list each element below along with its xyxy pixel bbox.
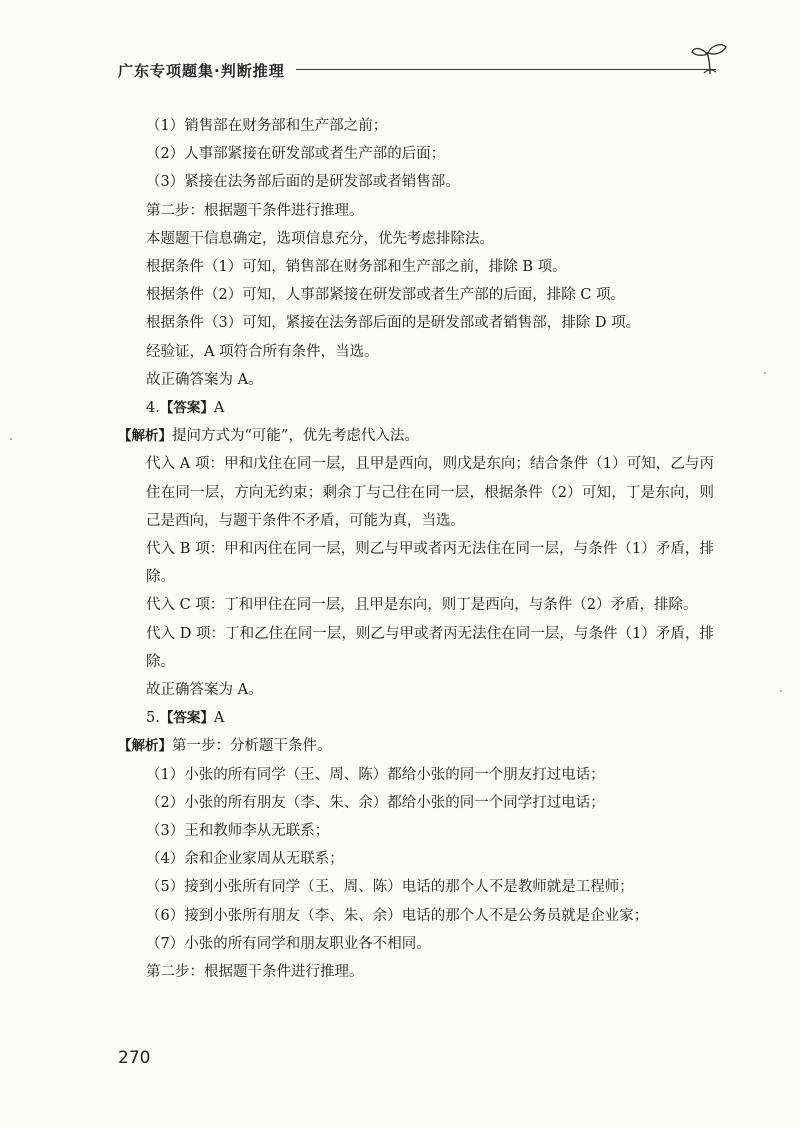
text-line: 故正确答案为 A。 — [146, 371, 263, 388]
q5-number: 5. — [146, 710, 160, 727]
text-line: （3）紧接在法务部后面的是研发部或者销售部。 — [146, 174, 460, 191]
q4-option-c: 代入 C 项：丁和甲住在同一层，且甲是东向，则丁是西向，与条件（2）矛盾，排除。 — [146, 597, 698, 614]
q4-answer-tag: 【答案】 — [159, 400, 214, 417]
q5-analysis-intro: 第一步：分析题干条件。 — [172, 738, 332, 755]
q5-analysis-tag: 【解析】 — [118, 738, 172, 755]
page-body — [118, 112, 716, 986]
q4-option-d: 代入 D 项：丁和乙住在同一层，则乙与甲或者丙无法住在同一层，与条件（1）矛盾，排除。 — [146, 625, 714, 670]
q5-condition: （2）小张的所有朋友（李、朱、余）都给小张的同一个同学打过电话； — [146, 794, 605, 811]
q5-step2: 第二步：根据题干条件进行推理。 — [146, 964, 364, 981]
text-line: （1）销售部在财务部和生产部之前； — [146, 118, 388, 134]
q4-number: 4. — [146, 400, 160, 417]
text-line: 本题题干信息确定，选项信息充分，优先考虑排除法。 — [146, 230, 494, 247]
scan-speck — [10, 438, 12, 440]
q4-answer: A — [213, 400, 225, 417]
text-line: 根据条件（2）可知，人事部紧接在研发部或者生产部的后面，排除 C 项。 — [146, 287, 626, 304]
q5-condition: （5）接到小张所有同学（王、周、陈）电话的那个人不是教师就是工程师； — [146, 879, 634, 896]
q5-answer: A — [213, 710, 225, 727]
q5-condition: （1）小张的所有同学（王、周、陈）都给小张的同一个朋友打过电话； — [146, 766, 605, 783]
q5-condition: （7）小张的所有同学和朋友职业各不相同。 — [146, 935, 431, 952]
q5-condition: （3）王和教师李从无联系； — [146, 823, 330, 840]
q5-condition: （4）余和企业家周从无联系； — [146, 851, 344, 868]
q4-conclusion: 故正确答案为 A。 — [146, 682, 263, 699]
text-line: 根据条件（1）可知，销售部在财务部和生产部之前，排除 B 项。 — [146, 259, 567, 276]
q5-answer-line — [118, 704, 716, 732]
scan-speck — [780, 690, 782, 692]
text-line: 第二步：根据题干条件进行推理。 — [146, 202, 364, 219]
q4-option-a: 代入 A 项：甲和戊住在同一层，且甲是西向，则戊是东向；结合条件（1）可知，乙与丙住在同一层，方向无约束；剩余丁与己住在同一层，根据条件（2）可知，丁是东向，则己是西向，与题干条件不矛盾，可能为真，当选。 — [146, 456, 714, 529]
sprout-icon — [690, 42, 730, 76]
text-line: （2）人事部紧接在研发部或者生产部的后面； — [146, 146, 446, 163]
page-number: 270 — [118, 1048, 151, 1068]
text-line: 根据条件（3）可知，紧接在法务部后面的是研发部或者销售部，排除 D 项。 — [146, 315, 641, 332]
scan-speck — [764, 372, 766, 374]
q5-condition: （6）接到小张所有朋友（李、朱、余）电话的那个人不是公务员就是企业家； — [146, 907, 649, 924]
q4-analysis-line — [118, 422, 716, 450]
header-rule — [296, 69, 716, 70]
running-header — [118, 42, 728, 88]
header-title: 广东专项题集·判断推理 — [118, 62, 285, 80]
q5-answer-tag: 【答案】 — [159, 710, 214, 727]
q5-analysis-line — [118, 732, 716, 760]
q4-analysis-tag: 【解析】 — [118, 428, 172, 445]
text-line: 经验证，A 项符合所有条件，当选。 — [146, 343, 379, 360]
q4-option-b: 代入 B 项：甲和丙住在同一层，则乙与甲或者丙无法住在同一层，与条件（1）矛盾，排除。 — [146, 541, 714, 586]
q4-answer-line — [118, 394, 716, 422]
q4-analysis-intro: 提问方式为“可能”，优先考虑代入法。 — [172, 428, 419, 445]
